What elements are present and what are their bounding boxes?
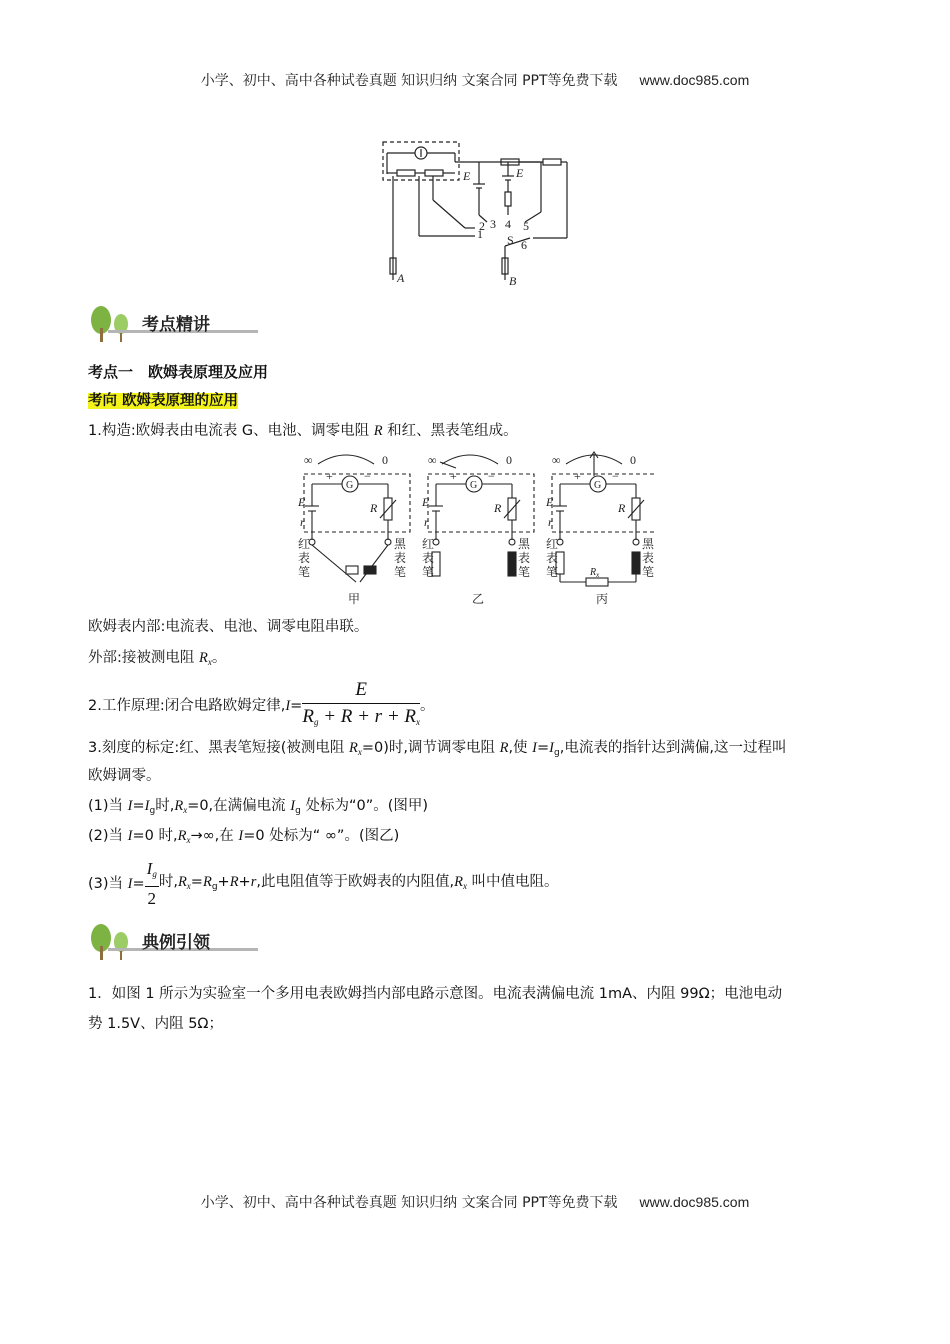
inf-bing: ∞ <box>552 453 561 467</box>
p2-text: 外部:接被测电阻 <box>88 650 199 666</box>
G-jia: G <box>346 480 354 491</box>
black-pen-1-jia: 黑 <box>394 537 407 551</box>
E-yi: E <box>422 495 430 509</box>
dashed-meter-box <box>383 142 459 180</box>
inf-yi: ∞ <box>428 453 437 467</box>
black-pen-1-bing: 黑 <box>642 537 655 551</box>
ohm-law-fraction <box>302 678 420 734</box>
E-jia: E <box>298 495 306 509</box>
G-yi: G <box>470 480 478 491</box>
section-title: 考点一 欧姆表原理及应用 <box>88 363 269 381</box>
item-1: (1)当 $I=I_g$时$,R_x=0$,在满偏电流 $I_g$ 处标为“0”。(图甲) <box>88 798 429 816</box>
zero-jia: 0 <box>382 453 388 467</box>
plus-yi: + <box>450 469 457 483</box>
circuit-bing <box>552 452 656 586</box>
R-yi: R <box>494 501 502 515</box>
plus-jia: + <box>326 469 333 483</box>
zero-bing: 0 <box>630 453 636 467</box>
paragraph-structure <box>88 421 518 441</box>
section-subtitle <box>88 391 238 411</box>
fig-label-E2: E <box>516 166 524 180</box>
inf-jia: ∞ <box>304 453 313 467</box>
resistor-1 <box>397 170 415 176</box>
G-bing: G <box>594 480 602 491</box>
fig-label-2: 2 <box>479 219 485 233</box>
half-current-fraction: $\frac{I_g}{2}$ <box>146 859 157 908</box>
header-site[interactable]: www.doc985.com <box>639 72 750 88</box>
p1-text-a: 1.构造:欧姆表由电流表 G、电池、调零电阻 <box>88 423 374 439</box>
multimeter-circuit-figure <box>375 140 575 290</box>
red-pen-1-bing: 红 <box>546 537 559 551</box>
p1-R: R <box>373 423 383 439</box>
header-text: 小学、初中、高中各种试卷真题 知识归纳 文案合同 PPT等免费下载 <box>200 73 618 89</box>
red-pen-1-yi: 红 <box>422 537 435 551</box>
item-3: (3)当 I= $\frac{I_g}{2}$ 时$,R_x=R_g+R+r$,此电阻值等于欧姆表的内阻值$,R_x$ 叫中值电阻。 <box>88 859 559 908</box>
red-pen-2-bing: 表 <box>546 551 559 565</box>
p2-end: 。 <box>211 650 227 666</box>
E-bing: E <box>546 495 554 509</box>
black-pen-3-yi: 笔 <box>518 565 531 579</box>
item-2: (2)当 I=0 时$,R_x\to\infty$,在 I=0 处标为“ ∞”。(图乙) <box>88 828 400 845</box>
banner-kaodian <box>88 306 258 342</box>
banner-dianli <box>88 924 258 960</box>
fig-label-5: 5 <box>523 219 529 233</box>
fig-label-3: 3 <box>490 217 496 231</box>
paragraph-principle <box>88 678 435 734</box>
fig-label-4: 4 <box>505 217 511 231</box>
minus-jia: − <box>364 469 371 483</box>
fraction-denominator: $R_g + R + r + R_x$ <box>302 706 421 727</box>
question-1-line-1: 1．如图 1 所示为实验室一个多用电表欧姆挡内部电路示意图。电流表满偏电流 1mA、内阻 99Ω；电池电动 <box>88 986 783 1002</box>
page-footer <box>0 1192 950 1212</box>
red-pen-3-bing: 笔 <box>546 565 559 579</box>
red-pen-2-jia: 表 <box>298 551 311 565</box>
minus-bing: − <box>612 469 619 483</box>
banner-title: 典例引领 <box>142 933 210 953</box>
caption-yi: 乙 <box>472 592 485 606</box>
black-pen-2-jia: 表 <box>394 551 407 565</box>
p3-text: 2.工作原理:闭合电路欧姆定律, <box>88 698 286 714</box>
black-pen-2-yi: 表 <box>518 551 531 565</box>
p1-text-b: 和红、黑表笔组成。 <box>382 423 518 439</box>
fig-label-1: 1 <box>477 227 483 241</box>
r-yi: r <box>424 515 429 529</box>
red-pen-3-yi: 笔 <box>422 565 435 579</box>
p2-R: R <box>199 650 208 666</box>
tree-icon <box>88 306 136 344</box>
banner-title: 考点精讲 <box>142 315 210 335</box>
resistor-4 <box>543 159 561 165</box>
resistor-2 <box>425 170 443 176</box>
caption-bing: 丙 <box>596 592 609 606</box>
question-1-line-2: 势 1.5V、内阻 5Ω； <box>88 1016 224 1032</box>
black-pen-3-bing: 笔 <box>642 565 655 579</box>
zero-yi: 0 <box>506 453 512 467</box>
paragraph-calibration: 3.刻度的标定:红、黑表笔短接(被测电阻 $R_x=0$)时,调节调零电阻 R,使 $I=I_g$,电流表的指针达到满偏,这一过程叫 <box>88 740 787 758</box>
Rx-bing: $R_x$ <box>590 567 600 579</box>
footer-text: 小学、初中、高中各种试卷真题 知识归纳 文案合同 PPT等免费下载 <box>200 1195 618 1211</box>
R-jia: R <box>370 501 378 515</box>
R-bing: R <box>618 501 626 515</box>
paragraph-internal: 欧姆表内部:电流表、电池、调零电阻串联。 <box>88 619 369 635</box>
plus-bing: + <box>574 469 581 483</box>
p3-I: I <box>285 698 291 714</box>
r-jia: r <box>300 515 305 529</box>
paragraph-calibration-2: 欧姆调零。 <box>88 768 161 784</box>
caption-jia: 甲 <box>348 592 361 606</box>
fig-label-6: 6 <box>521 238 527 252</box>
fig-label-A: A <box>397 271 405 285</box>
minus-yi: − <box>488 469 495 483</box>
footer-site[interactable]: www.doc985.com <box>639 1194 750 1210</box>
red-pen-2-yi: 表 <box>422 551 435 565</box>
black-pen-3-jia: 笔 <box>394 565 407 579</box>
paragraph-external <box>88 648 226 672</box>
fig-label-S: S <box>507 233 514 247</box>
fig-label-B: B <box>509 274 517 288</box>
page-header <box>0 70 950 90</box>
fraction-numerator: E <box>302 678 420 704</box>
black-pen-1-yi: 黑 <box>518 537 531 551</box>
fig-label-E1: E <box>463 169 471 183</box>
r-bing: r <box>548 515 553 529</box>
ohmmeter-circuits-figure <box>296 448 656 608</box>
p2-x: x <box>207 657 212 667</box>
p3-end: 。 <box>420 698 435 714</box>
p3-eq: = <box>290 698 303 714</box>
black-pen-2-bing: 表 <box>642 551 655 565</box>
red-pen-1-jia: 红 <box>298 537 311 551</box>
highlighted-topic: 考向 欧姆表原理的应用 <box>88 393 239 409</box>
red-pen-3-jia: 笔 <box>298 565 311 579</box>
tree-icon <box>88 924 136 962</box>
